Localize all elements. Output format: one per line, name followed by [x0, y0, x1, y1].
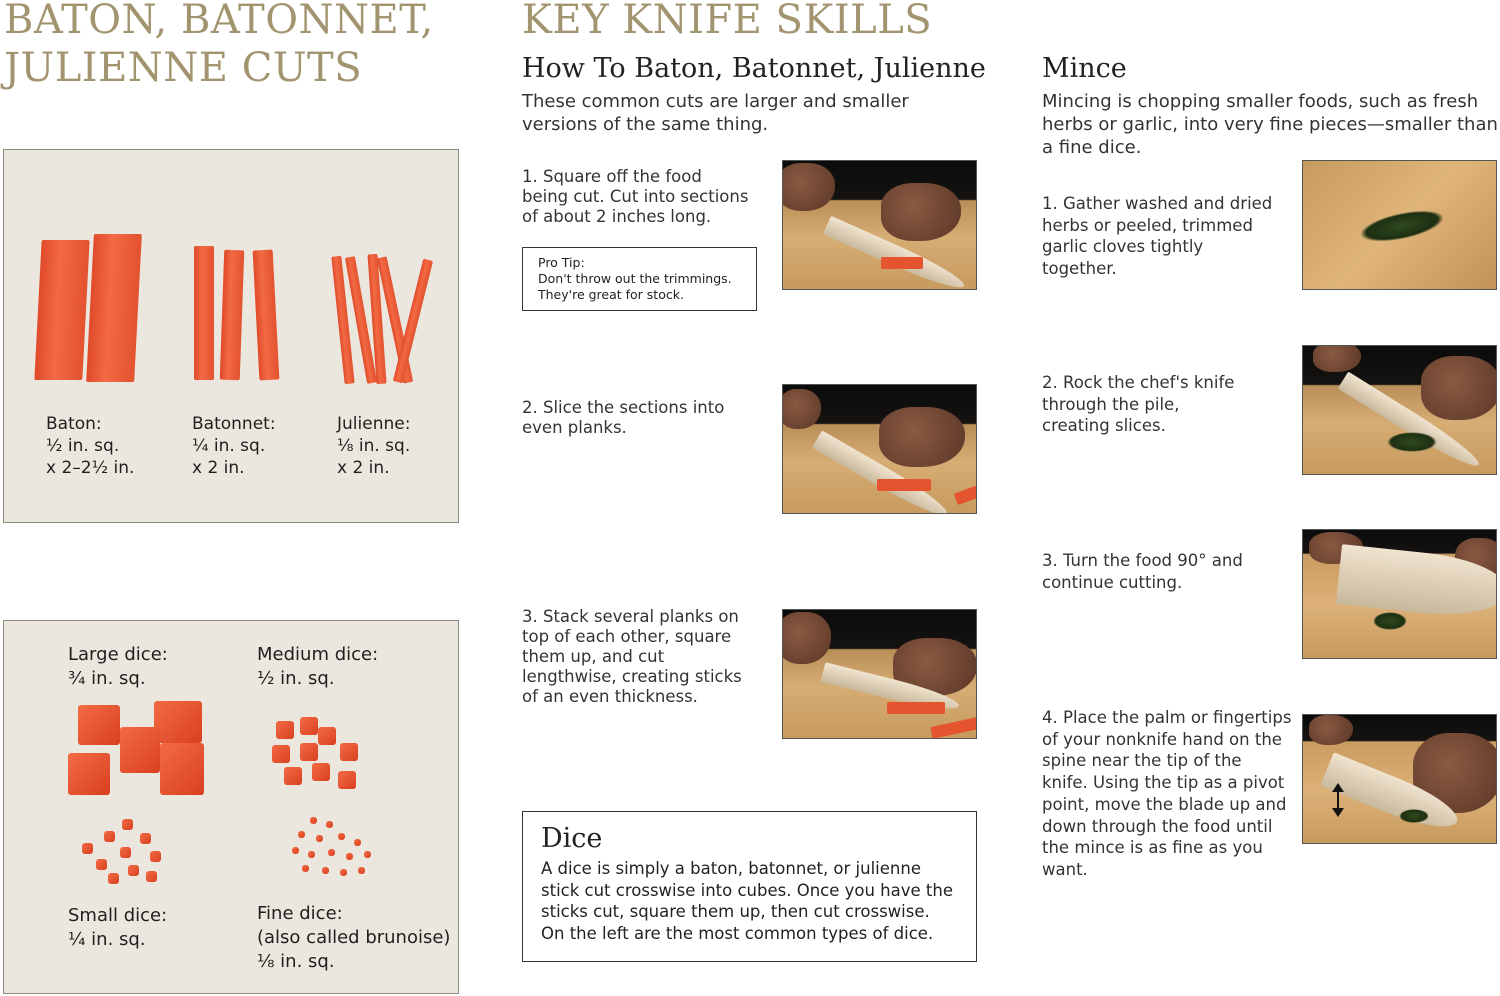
baton-stick: [86, 234, 142, 382]
hand: [879, 407, 965, 467]
pro-tip-text: Don't throw out the trimmings. They're great for stock.: [538, 271, 732, 302]
hand: [1421, 356, 1497, 420]
hand: [782, 612, 831, 664]
batonnet-stick: [220, 250, 245, 381]
pro-tip-title: Pro Tip:: [538, 255, 585, 270]
medium-dice-cube: [284, 767, 302, 785]
small-dice-cube: [128, 865, 139, 876]
up-down-arrow-icon: [1331, 783, 1345, 817]
mince-step-1: 1. Gather washed and dried herbs or peeled, trimmed garlic cloves tightly together.: [1042, 194, 1273, 278]
large-dice-cube: [154, 701, 202, 743]
small-dice-cube: [122, 819, 133, 830]
hand: [782, 389, 821, 429]
carrot-piece: [954, 485, 977, 505]
fine-dice-cube: [364, 851, 371, 858]
fine-dice-cube: [308, 851, 315, 858]
mince-step-4-photo: [1302, 714, 1497, 844]
medium-dice-cube: [300, 743, 318, 761]
carrot-piece: [887, 702, 945, 714]
dice-sizes-photo: [3, 620, 459, 994]
fine-dice-cube: [338, 833, 345, 840]
baton-cuts-photo: [3, 149, 459, 523]
mince-step-1-photo: [1302, 160, 1497, 290]
medium-dice-cube: [300, 717, 318, 735]
julienne-label: Julienne: ⅛ in. sq. x 2 in.: [337, 414, 411, 478]
large-dice-cube: [160, 743, 204, 795]
dice-info-box: [522, 811, 977, 962]
small-dice-cube: [150, 851, 161, 862]
medium-dice-cube: [312, 763, 330, 781]
carrot-piece: [877, 479, 931, 491]
medium-dice-cube: [338, 771, 356, 789]
fine-dice-cube: [298, 831, 305, 838]
carrot-piece: [930, 717, 977, 739]
dice-text: A dice is simply a baton, batonnet, or julienne stick cut crosswise into cubes. Once you have the sticks cut, square them up, then cut crosswise. On the left are the most common types of dice.: [541, 859, 953, 943]
batonnet-stick: [253, 250, 280, 381]
baton-section-intro: These common cuts are larger and smaller versions of the same thing.: [522, 91, 909, 135]
fine-dice-cube: [316, 835, 323, 842]
carrot-piece: [881, 257, 923, 269]
baton-step-1-photo: [782, 160, 977, 290]
herb-pile: [1373, 612, 1407, 630]
baton-step-2: 2. Slice the sections into even planks.: [522, 398, 725, 437]
mince-step-2-photo: [1302, 345, 1497, 475]
fine-dice-cube: [354, 839, 361, 846]
section-heading-key-knife-skills: KEY KNIFE SKILLS: [522, 0, 933, 43]
baton-label: Baton: ½ in. sq. x 2–2½ in.: [46, 414, 135, 478]
fine-dice-cube: [322, 867, 329, 874]
baton-section-title: How To Baton, Batonnet, Julienne: [522, 53, 986, 84]
fine-dice-cube: [358, 867, 365, 874]
large-dice-cube: [68, 753, 110, 795]
fine-dice-cube: [326, 821, 333, 828]
large-dice-label: Large dice: ¾ in. sq.: [68, 644, 168, 689]
large-dice-cube: [120, 727, 160, 773]
hand: [881, 183, 961, 241]
pro-tip-box: [522, 247, 757, 311]
medium-dice-cube: [318, 727, 336, 745]
herb-pile: [1387, 432, 1437, 452]
dice-title: Dice: [541, 823, 603, 854]
baton-step-1: 1. Square off the food being cut. Cut into sections of about 2 inches long.: [522, 167, 749, 226]
large-dice-cube: [78, 705, 120, 745]
small-dice-cube: [146, 871, 157, 882]
small-dice-cube: [140, 833, 151, 844]
fine-dice-cube: [328, 849, 335, 856]
baton-step-2-photo: [782, 384, 977, 514]
fine-dice-label: Fine dice: (also called brunoise) ⅛ in. sq.: [257, 903, 451, 972]
mince-section-intro: Mincing is chopping smaller foods, such as fresh herbs or garlic, into very fine pieces—smaller than a fine dice.: [1042, 91, 1498, 158]
small-dice-cube: [82, 843, 93, 854]
medium-dice-cube: [340, 743, 358, 761]
fine-dice-cube: [302, 865, 309, 872]
mince-step-2: 2. Rock the chef's knife through the pile, creating slices.: [1042, 373, 1235, 435]
medium-dice-cube: [272, 745, 290, 763]
herb-pile: [1399, 809, 1429, 823]
medium-dice-cube: [276, 721, 294, 739]
small-dice-label: Small dice: ¼ in. sq.: [68, 905, 168, 950]
batonnet-stick: [194, 246, 214, 380]
mince-step-3-photo: [1302, 529, 1497, 659]
small-dice-cube: [96, 859, 107, 870]
fine-dice-cube: [340, 869, 347, 876]
mince-step-3: 3. Turn the food 90° and continue cutting.: [1042, 551, 1243, 592]
fine-dice-cube: [292, 847, 299, 854]
mince-section-title: Mince: [1042, 53, 1127, 84]
fine-dice-cube: [310, 817, 317, 824]
medium-dice-label: Medium dice: ½ in. sq.: [257, 644, 379, 689]
herb-pile: [1357, 204, 1447, 247]
page-title: BATON, BATONNET, JULIENNE CUTS: [4, 0, 434, 91]
small-dice-cube: [120, 847, 131, 858]
small-dice-cube: [104, 831, 115, 842]
small-dice-cube: [108, 873, 119, 884]
hand: [782, 163, 835, 211]
mince-step-4: 4. Place the palm or fingertips of your nonknife hand on the spine near the tip of the knife. Using the tip as a pivot point, move the blade up and down through the food until the mince is as fine as you want.: [1042, 708, 1292, 879]
baton-step-3-photo: [782, 609, 977, 739]
fine-dice-cube: [346, 853, 353, 860]
hand: [1309, 715, 1353, 745]
batonnet-label: Batonnet: ¼ in. sq. x 2 in.: [192, 414, 276, 478]
hand: [1313, 345, 1361, 372]
baton-step-3: 3. Stack several planks on top of each other, square them up, and cut lengthwise, creating sticks of an even thickness.: [522, 607, 742, 706]
baton-stick: [34, 240, 89, 380]
